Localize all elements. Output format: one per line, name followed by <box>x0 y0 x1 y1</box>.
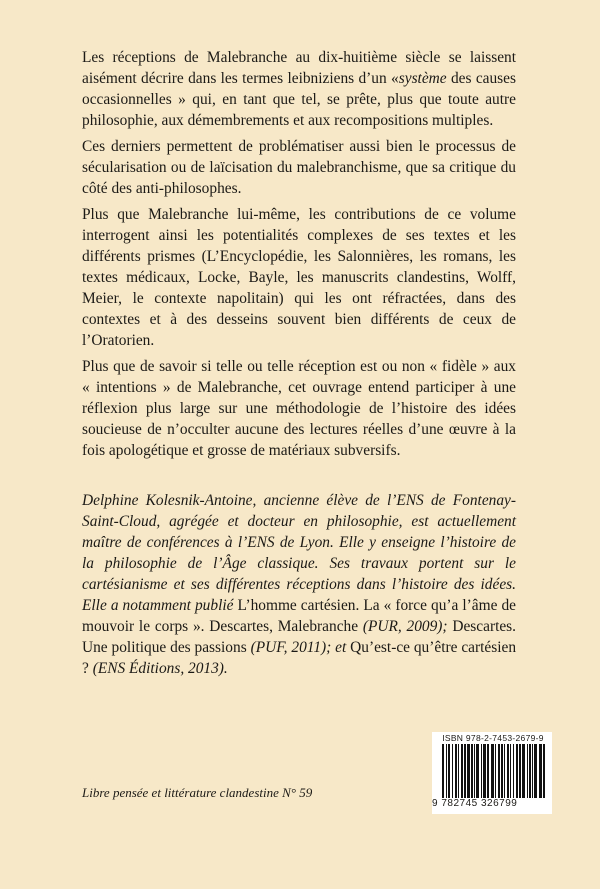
barcode-bars <box>432 744 552 798</box>
author-bio <box>82 490 516 679</box>
blurb-paragraph-3: Plus que Malebranche lui-même, les contributions de ce volume interrogent ainsi les potentialités complexes de ses textes et les différents prismes (L’Encyclopédie, les Salonnières, les romans, les textes médicaux, Locke, Bayle, les manuscrits clandestins, Wolff, Meier, le contexte napolitain) qui les ont réfractées, dans des contextes et à des desseins souvent bien différents de ceux de l’Oratorien. <box>82 206 516 349</box>
barcode-bar <box>510 744 511 798</box>
barcode-bar <box>513 744 514 798</box>
bio-text: Delphine Kolesnik-Antoine, ancienne élève de l’ENS de Fontenay-Saint-Cloud, agrégée et docteur en philosophie, est actuellement maître de conférences à l’ENS de Lyon. Elle y enseigne l’histoire de la philosophie de l’Âge classique. Ses travaux portent sur le cartésianisme et ses différentes réceptions dans l’histoire des idées. Elle a notamment publié <box>82 492 516 614</box>
barcode-bar <box>452 744 453 798</box>
barcode-bar <box>474 744 475 798</box>
barcode-bar <box>532 744 533 798</box>
blurb-paragraph-2: Ces derniers permettent de problématiser aussi bien le processus de sécularisation ou de laïcisation du malebranchisme, que sa critique du côté des anti-philosophes. <box>82 138 516 197</box>
barcode-bar <box>483 744 486 798</box>
book-publisher-1: (PUR, 2009); <box>358 618 453 635</box>
barcode-bar <box>516 744 518 798</box>
emphasis-systeme: système <box>398 70 447 87</box>
barcode-bar <box>519 744 521 798</box>
back-cover-blurb <box>82 47 516 466</box>
barcode-bar <box>527 744 528 798</box>
blurb-paragraph-4: Plus que de savoir si telle ou telle réception est ou non « fidèle » aux « intentions » de Malebranche, cet ouvrage entend participer à une réflexion plus large sur une méthodologie de l’histoire des idées soucieuse de n’occulter aucune des lectures réelles d’une œuvre à la fois apologétique et grosse de matériaux subversifs. <box>82 358 516 459</box>
barcode-bar <box>487 744 489 798</box>
book-title-2: Descartes. Une politique des passions <box>82 618 517 656</box>
barcode-bar <box>464 744 466 798</box>
blurb-paragraph-1: Les réceptions de Malebranche au dix-huitième siècle se laissent aisément décrire dans les termes leibniziens d’un «système des causes occasionnelles » qui, en tant que tel, se prête, plus que toute autre philosophie, aux démembrements et aux recompositions multiples. <box>82 49 516 129</box>
barcode-bar <box>543 744 545 798</box>
barcode-bar <box>481 744 482 798</box>
book-publisher-3: (ENS Éditions, 2013). <box>88 660 228 677</box>
barcode-bar <box>504 744 505 798</box>
barcode-bar <box>495 744 496 798</box>
barcode-bar <box>455 744 457 798</box>
ean-digits: 9 782745 326799 <box>432 798 518 809</box>
barcode-bar <box>471 744 473 798</box>
barcode-bar <box>461 744 463 798</box>
barcode-bar <box>476 744 479 798</box>
barcode-bar <box>448 744 450 798</box>
barcode-bar <box>522 744 525 798</box>
barcode-bar <box>491 744 494 798</box>
barcode-bar <box>442 744 444 798</box>
isbn-barcode <box>432 732 552 814</box>
isbn-label: ISBN 978-2-7453-2679-9 <box>442 733 544 743</box>
barcode-bar <box>534 744 537 798</box>
barcode-bar <box>529 744 531 798</box>
barcode-bar <box>446 744 447 798</box>
barcode-bar <box>467 744 470 798</box>
book-publisher-2: (PUF, 2011); et <box>246 639 351 656</box>
barcode-bar <box>498 744 500 798</box>
book-title-3: Qu’est-ce qu’être cartésien ? <box>82 639 517 677</box>
barcode-bar <box>507 744 509 798</box>
barcode-bar <box>501 744 503 798</box>
series-line: Libre pensée et littérature clandestine N° 59 <box>82 785 313 800</box>
barcode-bar <box>539 744 542 798</box>
barcode-bar <box>458 744 459 798</box>
book-title-1: L’homme cartésien. La « force qu’a l’âme de mouvoir le corps ». Descartes, Malebranche <box>82 597 516 635</box>
